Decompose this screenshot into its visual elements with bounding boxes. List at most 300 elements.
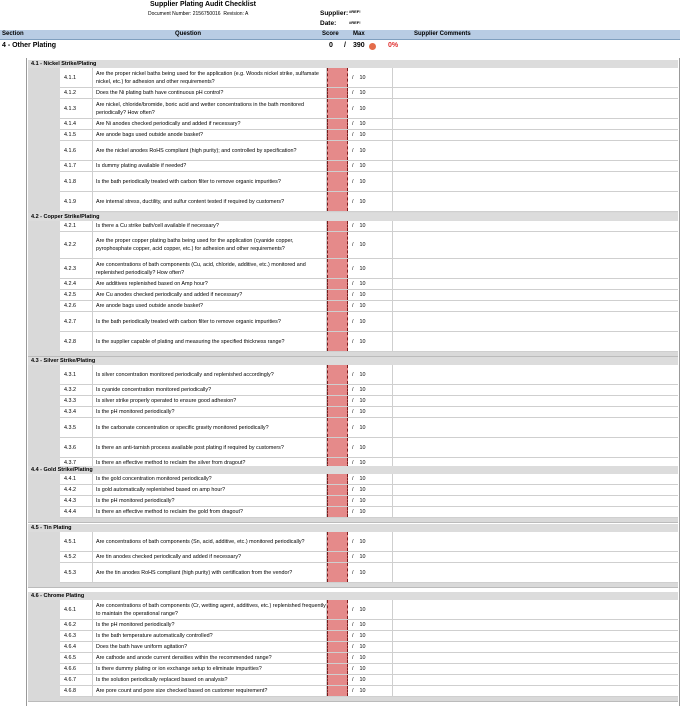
max-value: 10 [359, 677, 366, 683]
question-number: 4.3.5 [60, 418, 93, 437]
question-number: 4.6.6 [60, 664, 93, 674]
question-row [60, 507, 678, 518]
question-row [60, 88, 678, 99]
question-text: Is the bath periodically treated with carbon filter to remove organic impurities? [93, 312, 327, 331]
max-slash: / [352, 487, 354, 493]
question-text: Is silver strike properly operated to ensure good adhesion? [93, 396, 327, 406]
question-text: Are internal stress, ductility, and sulfur content tested if required by customers? [93, 192, 327, 211]
max-cell [348, 312, 392, 331]
section-percent: 0% [388, 42, 399, 49]
question-row [60, 438, 678, 458]
question-number: 4.2.4 [60, 279, 93, 289]
question-number: 4.1.2 [60, 88, 93, 98]
score-input[interactable] [327, 552, 348, 562]
max-slash: / [352, 498, 354, 504]
supplier-comment-field[interactable] [392, 407, 678, 417]
max-cell [348, 407, 392, 417]
score-input[interactable] [327, 301, 348, 311]
question-text: Is the bath periodically treated with carbon filter to remove organic impurities? [93, 172, 327, 191]
supplier-comment-field[interactable] [392, 552, 678, 562]
question-text: Is the gold concentration monitored periodically? [93, 474, 327, 484]
col-question: Question [175, 31, 202, 37]
subsection-rows [28, 600, 678, 697]
supplier-comment-field[interactable] [392, 631, 678, 641]
max-cell [348, 686, 392, 696]
max-value: 10 [359, 644, 366, 650]
supplier-comment-field[interactable] [392, 474, 678, 484]
score-input[interactable] [327, 620, 348, 630]
question-row [60, 686, 678, 697]
max-cell [348, 301, 392, 311]
max-slash: / [352, 476, 354, 482]
score-input[interactable] [327, 600, 348, 619]
supplier-comment-field[interactable] [392, 259, 678, 278]
score-input[interactable] [327, 130, 348, 140]
question-number: 4.1.5 [60, 130, 93, 140]
supplier-comment-field[interactable] [392, 68, 678, 87]
max-value: 10 [359, 132, 366, 138]
subsection-title: 4.3 - Silver Strike/Plating [28, 357, 678, 365]
section-max: 390 [353, 42, 365, 49]
max-slash: / [352, 265, 354, 272]
date-value[interactable]: #REF! [349, 20, 361, 25]
question-number: 4.4.1 [60, 474, 93, 484]
question-row [60, 532, 678, 552]
supplier-comment-field[interactable] [392, 642, 678, 652]
document-title: Supplier Plating Audit Checklist [150, 1, 256, 8]
score-input[interactable] [327, 259, 348, 278]
score-input[interactable] [327, 290, 348, 300]
max-cell [348, 88, 392, 98]
question-text: Are concentrations of bath components (Sn, acid, additive, etc.) monitored periodically? [93, 532, 327, 551]
max-slash: / [352, 444, 354, 451]
supplier-comment-field[interactable] [392, 99, 678, 118]
supplier-comment-field[interactable] [392, 385, 678, 395]
max-cell [348, 642, 392, 652]
max-value: 10 [359, 509, 366, 515]
supplier-comment-field[interactable] [392, 438, 678, 457]
question-number: 4.3.7 [60, 458, 93, 468]
score-input[interactable] [327, 664, 348, 674]
question-text: Does the bath have uniform agitation? [93, 642, 327, 652]
supplier-comment-field[interactable] [392, 141, 678, 160]
supplier-comment-field[interactable] [392, 563, 678, 582]
supplier-comment-field[interactable] [392, 664, 678, 674]
question-row [60, 496, 678, 507]
question-row [60, 396, 678, 407]
score-input[interactable] [327, 119, 348, 129]
question-text: Is there an anti-tarnish process available post plating if required by customers? [93, 438, 327, 457]
subsection-rows [28, 365, 678, 469]
max-slash: / [352, 74, 354, 81]
section-title: 4 - Other Plating [2, 42, 57, 49]
question-number: 4.6.7 [60, 675, 93, 685]
supplier-comment-field[interactable] [392, 161, 678, 171]
subsection-block [28, 357, 678, 474]
max-slash: / [352, 163, 354, 169]
max-slash: / [352, 303, 354, 309]
question-number: 4.2.8 [60, 332, 93, 351]
question-number: 4.1.6 [60, 141, 93, 160]
question-text: Are the proper copper plating baths being used for the application (cyanide copper, pyrophosphate copper, acid copper, etc.) for adhesion and other requirements? [93, 232, 327, 258]
max-value: 10 [359, 487, 366, 493]
score-input[interactable] [327, 99, 348, 118]
supplier-comment-field[interactable] [392, 365, 678, 384]
question-row [60, 653, 678, 664]
max-slash: / [352, 387, 354, 393]
score-input[interactable] [327, 507, 348, 517]
score-input[interactable] [327, 232, 348, 258]
score-input[interactable] [327, 496, 348, 506]
max-cell [348, 563, 392, 582]
max-slash: / [352, 554, 354, 560]
max-slash: / [352, 688, 354, 694]
question-number: 4.2.5 [60, 290, 93, 300]
question-row [60, 68, 678, 88]
max-cell [348, 653, 392, 663]
supplier-comment-field[interactable] [392, 620, 678, 630]
question-number: 4.2.6 [60, 301, 93, 311]
subsection-block [28, 60, 678, 217]
question-text: Is the solution periodically replaced based on analysis? [93, 675, 327, 685]
max-value: 10 [359, 105, 366, 112]
subsection-title: 4.2 - Copper Strike/Plating [28, 213, 678, 221]
max-cell [348, 485, 392, 495]
max-slash: / [352, 371, 354, 378]
question-text: Is the pH monitored periodically? [93, 496, 327, 506]
question-row [60, 620, 678, 631]
document-meta [148, 11, 248, 17]
question-row [60, 301, 678, 312]
subsection-rows [28, 68, 678, 212]
score-input[interactable] [327, 474, 348, 484]
max-slash: / [352, 132, 354, 138]
question-number: 4.6.3 [60, 631, 93, 641]
revision: Revision: A [223, 11, 249, 17]
score-input[interactable] [327, 532, 348, 551]
supplier-comment-field[interactable] [392, 88, 678, 98]
score-input[interactable] [327, 686, 348, 696]
score-input[interactable] [327, 365, 348, 384]
question-row [60, 192, 678, 212]
max-cell [348, 600, 392, 619]
question-text: Is there a Cu strike bath/cell available if necessary? [93, 221, 327, 231]
max-value: 10 [359, 688, 366, 694]
question-number: 4.5.1 [60, 532, 93, 551]
max-cell [348, 119, 392, 129]
max-cell [348, 279, 392, 289]
question-text: Is dummy plating available if needed? [93, 161, 327, 171]
supplier-comment-field[interactable] [392, 332, 678, 351]
question-row [60, 631, 678, 642]
question-text: Are pore count and pore size checked based on customer requirement? [93, 686, 327, 696]
score-input[interactable] [327, 485, 348, 495]
supplier-value[interactable]: #REF! [349, 9, 361, 14]
supplier-label: Supplier: [320, 10, 349, 17]
question-text: Is cyanide concentration monitored periodically? [93, 385, 327, 395]
question-text: Is silver concentration monitored periodically and replenished accordingly? [93, 365, 327, 384]
max-slash: / [352, 509, 354, 515]
max-cell [348, 474, 392, 484]
question-number: 4.1.9 [60, 192, 93, 211]
question-text: Does the Ni plating bath have continuous pH control? [93, 88, 327, 98]
max-value: 10 [359, 163, 366, 169]
score-input[interactable] [327, 418, 348, 437]
subsection-footer [28, 583, 678, 588]
score-input[interactable] [327, 221, 348, 231]
score-input[interactable] [327, 312, 348, 331]
score-input[interactable] [327, 161, 348, 171]
max-value: 10 [359, 398, 366, 404]
column-header-row [0, 30, 680, 40]
max-cell [348, 675, 392, 685]
question-number: 4.2.1 [60, 221, 93, 231]
max-slash: / [352, 606, 354, 613]
score-input[interactable] [327, 141, 348, 160]
max-cell [348, 192, 392, 211]
subsection-title: 4.6 - Chrome Plating [28, 592, 678, 600]
question-text: Are nickel, chloride/bromide, boric acid and wetter concentrations in the bath monitored periodically? How often? [93, 99, 327, 118]
question-row [60, 99, 678, 119]
max-slash: / [352, 398, 354, 404]
supplier-comment-field[interactable] [392, 312, 678, 331]
max-cell [348, 552, 392, 562]
max-slash: / [352, 655, 354, 661]
supplier-comment-field[interactable] [392, 653, 678, 663]
question-row [60, 642, 678, 653]
question-row [60, 664, 678, 675]
max-value: 10 [359, 338, 366, 345]
max-cell [348, 532, 392, 551]
subsection-block [28, 466, 678, 523]
question-text: Are Cu anodes checked periodically and added if necessary? [93, 290, 327, 300]
question-row [60, 600, 678, 620]
col-section: Section [2, 31, 24, 37]
supplier-comment-field[interactable] [392, 119, 678, 129]
score-input[interactable] [327, 438, 348, 457]
question-number: 4.6.8 [60, 686, 93, 696]
question-text: Is there dummy plating or ion exchange setup to eliminate impurities? [93, 664, 327, 674]
supplier-comment-field[interactable] [392, 600, 678, 619]
score-status-dot [369, 43, 376, 50]
max-slash: / [352, 460, 354, 466]
document-header [0, 0, 680, 30]
question-number: 4.2.2 [60, 232, 93, 258]
max-cell [348, 438, 392, 457]
subsection-block [28, 524, 678, 588]
max-value: 10 [359, 371, 366, 378]
supplier-comment-field[interactable] [392, 279, 678, 289]
supplier-comment-field[interactable] [392, 290, 678, 300]
score-input[interactable] [327, 675, 348, 685]
max-cell [348, 232, 392, 258]
score-input[interactable] [327, 563, 348, 582]
question-text: Are tin anodes checked periodically and added if necessary? [93, 552, 327, 562]
supplier-comment-field[interactable] [392, 396, 678, 406]
score-input[interactable] [327, 88, 348, 98]
question-row [60, 312, 678, 332]
question-text: Are anode bags used outside anode basket? [93, 301, 327, 311]
question-number: 4.3.6 [60, 438, 93, 457]
question-number: 4.3.4 [60, 407, 93, 417]
max-value: 10 [359, 147, 366, 154]
question-text: Is the pH monitored periodically? [93, 620, 327, 630]
max-value: 10 [359, 265, 366, 272]
section-slash: / [344, 42, 346, 49]
max-slash: / [352, 633, 354, 639]
col-max: Max [353, 31, 365, 37]
max-cell [348, 141, 392, 160]
max-value: 10 [359, 178, 366, 185]
supplier-comment-field[interactable] [392, 172, 678, 191]
max-cell [348, 507, 392, 517]
max-slash: / [352, 292, 354, 298]
question-text: Is gold automatically replenished based on amp hour? [93, 485, 327, 495]
score-input[interactable] [327, 332, 348, 351]
max-cell [348, 332, 392, 351]
max-value: 10 [359, 444, 366, 451]
score-input[interactable] [327, 653, 348, 663]
question-text: Is the carbonate concentration or specific gravity monitored periodically? [93, 418, 327, 437]
score-input[interactable] [327, 631, 348, 641]
supplier-comment-field[interactable] [392, 301, 678, 311]
max-value: 10 [359, 460, 366, 466]
supplier-comment-field[interactable] [392, 675, 678, 685]
max-value: 10 [359, 606, 366, 613]
max-cell [348, 130, 392, 140]
question-number: 4.1.1 [60, 68, 93, 87]
question-number: 4.1.4 [60, 119, 93, 129]
question-text: Is there an effective method to reclaim the silver from dragout? [93, 458, 327, 468]
question-text: Are Ni anodes checked periodically and added if necessary? [93, 119, 327, 129]
max-value: 10 [359, 242, 366, 248]
max-slash: / [352, 318, 354, 325]
supplier-comment-field[interactable] [392, 130, 678, 140]
date-label: Date: [320, 20, 337, 27]
question-number: 4.5.3 [60, 563, 93, 582]
question-number: 4.1.3 [60, 99, 93, 118]
question-number: 4.1.7 [60, 161, 93, 171]
max-cell [348, 172, 392, 191]
question-text: Are anode bags used outside anode basket? [93, 130, 327, 140]
question-number: 4.6.1 [60, 600, 93, 619]
supplier-comment-field[interactable] [392, 232, 678, 258]
max-slash: / [352, 90, 354, 96]
question-number: 4.6.4 [60, 642, 93, 652]
max-cell [348, 259, 392, 278]
question-number: 4.2.3 [60, 259, 93, 278]
score-input[interactable] [327, 385, 348, 395]
max-cell [348, 620, 392, 630]
max-slash: / [352, 147, 354, 154]
max-slash: / [352, 644, 354, 650]
max-value: 10 [359, 554, 366, 560]
supplier-comment-field[interactable] [392, 192, 678, 211]
question-text: Are cathode and anode current densities within the recommended range? [93, 653, 327, 663]
max-slash: / [352, 338, 354, 345]
max-value: 10 [359, 292, 366, 298]
score-input[interactable] [327, 642, 348, 652]
question-row [60, 552, 678, 563]
max-cell [348, 418, 392, 437]
subsection-rows [28, 474, 678, 518]
question-row [60, 365, 678, 385]
subsection-title: 4.5 - Tin Plating [28, 524, 678, 532]
max-cell [348, 365, 392, 384]
question-row [60, 485, 678, 496]
supplier-comment-field[interactable] [392, 686, 678, 696]
max-cell [348, 68, 392, 87]
max-slash: / [352, 242, 354, 248]
question-row [60, 290, 678, 301]
max-value: 10 [359, 622, 366, 628]
score-input[interactable] [327, 192, 348, 211]
question-text: Are concentrations of bath components (Cu, acid, chloride, additive, etc.) monitored and replenished periodically? How often? [93, 259, 327, 278]
max-slash: / [352, 569, 354, 576]
question-number: 4.6.5 [60, 653, 93, 663]
question-number: 4.3.3 [60, 396, 93, 406]
question-number: 4.3.1 [60, 365, 93, 384]
max-value: 10 [359, 90, 366, 96]
question-row [60, 232, 678, 259]
max-value: 10 [359, 538, 366, 545]
supplier-comment-field[interactable] [392, 418, 678, 437]
question-number: 4.5.2 [60, 552, 93, 562]
max-slash: / [352, 538, 354, 545]
question-number: 4.3.2 [60, 385, 93, 395]
score-input[interactable] [327, 68, 348, 87]
max-cell [348, 99, 392, 118]
max-cell [348, 385, 392, 395]
max-value: 10 [359, 666, 366, 672]
question-row [60, 675, 678, 686]
section-score: 0 [329, 42, 333, 49]
supplier-comment-field[interactable] [392, 532, 678, 551]
subsection-title: 4.1 - Nickel Strike/Plating [28, 60, 678, 68]
question-text: Is the supplier capable of plating and measuring the specified thickness range? [93, 332, 327, 351]
question-text: Is the bath temperature automatically controlled? [93, 631, 327, 641]
max-cell [348, 664, 392, 674]
question-row [60, 474, 678, 485]
max-slash: / [352, 198, 354, 205]
score-input[interactable] [327, 396, 348, 406]
max-slash: / [352, 424, 354, 431]
question-text: Are additives replenished based on Amp hour? [93, 279, 327, 289]
col-score: Score [322, 31, 339, 37]
score-input[interactable] [327, 407, 348, 417]
question-number: 4.4.3 [60, 496, 93, 506]
question-text: Are the proper nickel baths being used for the application (e.g. Woods nickel strike, sulfamate nickel, etc.) for adhesion and other requirements? [93, 68, 327, 87]
question-number: 4.6.2 [60, 620, 93, 630]
supplier-comment-field[interactable] [392, 221, 678, 231]
supplier-comment-field[interactable] [392, 485, 678, 495]
score-input[interactable] [327, 172, 348, 191]
score-input[interactable] [327, 279, 348, 289]
subsection-block [28, 213, 678, 357]
question-number: 4.4.4 [60, 507, 93, 517]
question-text: Are the tin anodes RoHS compliant (high purity) with certification from the vendor? [93, 563, 327, 582]
supplier-comment-field[interactable] [392, 496, 678, 506]
question-row [60, 385, 678, 396]
max-value: 10 [359, 121, 366, 127]
question-text: Are the nickel anodes RoHS compliant (high purity); and controlled by specification? [93, 141, 327, 160]
max-slash: / [352, 666, 354, 672]
max-slash: / [352, 121, 354, 127]
subsection-footer [28, 518, 678, 523]
max-slash: / [352, 178, 354, 185]
supplier-comment-field[interactable] [392, 507, 678, 517]
max-value: 10 [359, 318, 366, 325]
